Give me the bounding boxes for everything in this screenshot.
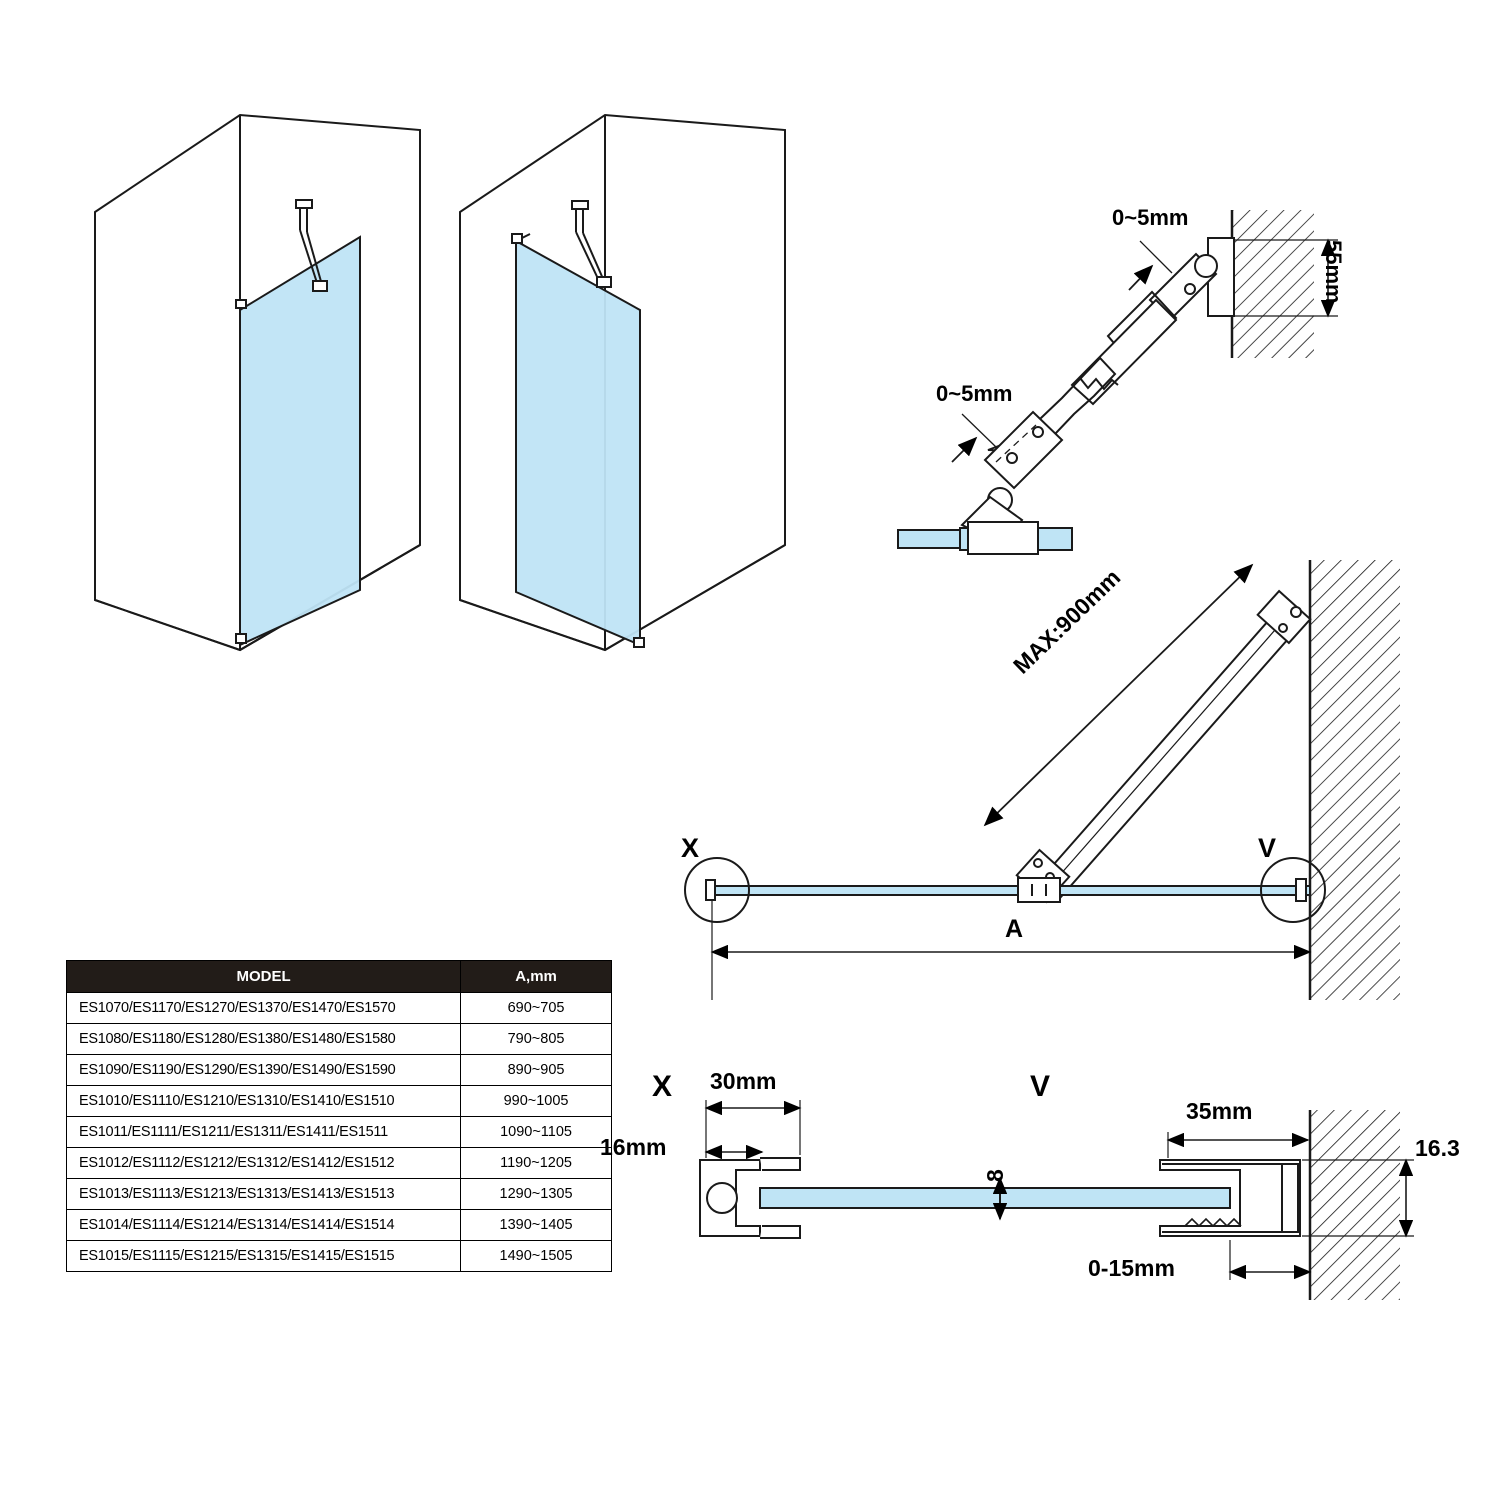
cell-a: 1290~1305 (461, 1179, 612, 1210)
table-row (67, 1210, 612, 1241)
cell-model: ES1070/ES1170/ES1270/ES1370/ES1470/ES1570 (67, 993, 461, 1024)
table-row (67, 1148, 612, 1179)
table-row (67, 1024, 612, 1055)
wall-hatch-plan (1310, 560, 1400, 1000)
cell-model: ES1014/ES1114/ES1214/ES1314/ES1414/ES1514 (67, 1210, 461, 1241)
label-detail-x-plan: X (681, 833, 700, 863)
label-profile-depth: 16mm (600, 1134, 667, 1160)
cell-a: 1090~1105 (461, 1117, 612, 1148)
label-adjust-range: 0-15mm (1088, 1255, 1175, 1281)
cell-a: 890~905 (461, 1055, 612, 1086)
cell-model: ES1012/ES1112/ES1212/ES1312/ES1412/ES1512 (67, 1148, 461, 1179)
label-gap-bottom: 0~5mm (936, 381, 1013, 406)
table-row (67, 1241, 612, 1272)
cell-a: 1490~1505 (461, 1241, 612, 1272)
label-gap-top: 0~5mm (1112, 205, 1189, 230)
cell-a: 1190~1205 (461, 1148, 612, 1179)
table-row (67, 1055, 612, 1086)
cell-model: ES1080/ES1180/ES1280/ES1380/ES1480/ES1580 (67, 1024, 461, 1055)
cell-model: ES1010/ES1110/ES1210/ES1310/ES1410/ES1510 (67, 1086, 461, 1117)
label-glass-thickness: 8 (982, 1169, 1008, 1182)
cell-a: 990~1005 (461, 1086, 612, 1117)
label-bracket-height: 55mm (1321, 240, 1346, 304)
support-arm-upper (1072, 300, 1176, 404)
cell-a: 790~805 (461, 1024, 612, 1055)
dim-0-15mm (1230, 1240, 1310, 1280)
label-wall-profile-width: 35mm (1186, 1098, 1253, 1124)
label-profile-width: 30mm (710, 1068, 777, 1094)
cell-model: ES1011/ES1111/ES1211/ES1311/ES1411/ES1511 (67, 1117, 461, 1148)
table-body (67, 993, 612, 1272)
label-detail-v-plan: V (1258, 833, 1277, 863)
dim-top-gap (1129, 241, 1172, 290)
cell-model: ES1090/ES1190/ES1290/ES1390/ES1490/ES1590 (67, 1055, 461, 1086)
table-row (67, 1117, 612, 1148)
glass-panel-left (240, 237, 360, 645)
cell-model: ES1013/ES1113/ES1213/ES1313/ES1413/ES1513 (67, 1179, 461, 1210)
glass-clamp-bottom (898, 522, 1072, 554)
cell-a: 690~705 (461, 993, 612, 1024)
table-row (67, 993, 612, 1024)
table-header-row (67, 961, 612, 993)
table-row (67, 1086, 612, 1117)
glass-plan (712, 878, 1310, 902)
label-width-a: A (1005, 915, 1024, 943)
wall-hatch-detail-v (1310, 1110, 1400, 1300)
label-wall-profile-height: 16.3 (1415, 1135, 1460, 1161)
cell-model: ES1015/ES1115/ES1215/ES1315/ES1415/ES1515 (67, 1241, 461, 1272)
cell-a: 1390~1405 (461, 1210, 612, 1241)
model-dimension-table (66, 960, 612, 1272)
table-row (67, 1179, 612, 1210)
dim-35mm (1168, 1132, 1308, 1158)
header-a: A,mm (461, 961, 612, 993)
label-detail-v: V (1030, 1070, 1051, 1103)
label-max-bar: MAX:900mm (1008, 564, 1126, 679)
header-model: MODEL (67, 961, 461, 993)
dim-30mm (706, 1100, 800, 1158)
detail-v-section (1000, 1160, 1300, 1236)
wall-hatch-top (1232, 210, 1314, 358)
label-detail-x: X (652, 1070, 673, 1103)
glass-panel-right (516, 241, 640, 645)
